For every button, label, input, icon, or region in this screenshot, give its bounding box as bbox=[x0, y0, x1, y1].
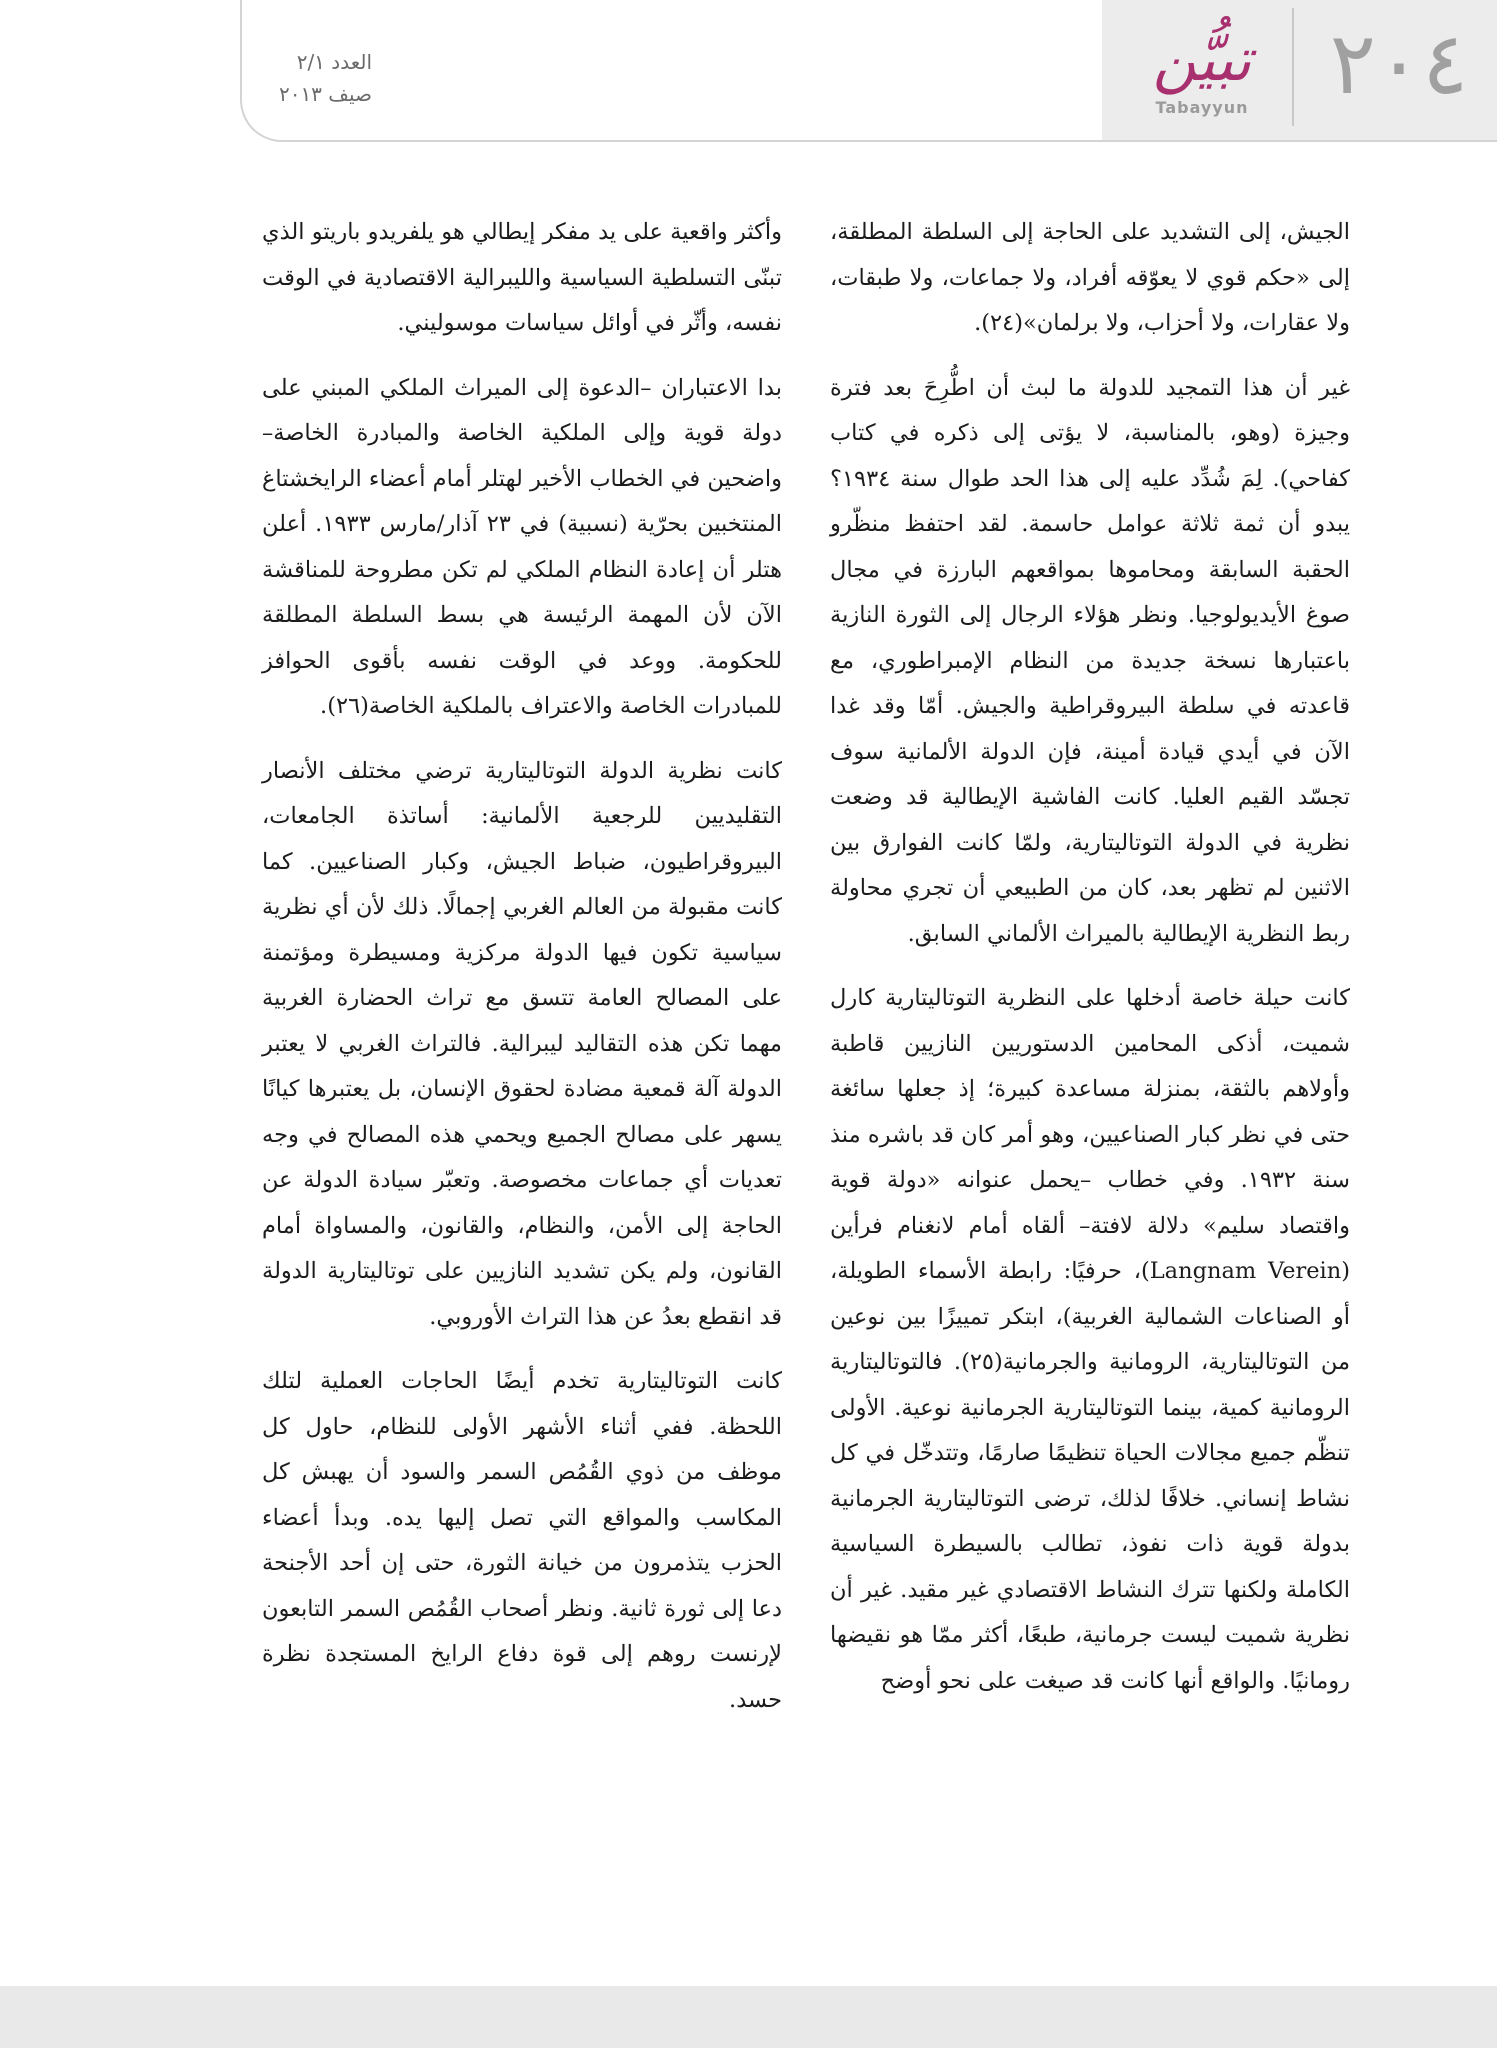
paragraph: الجيش، إلى التشديد على الحاجة إلى السلطة المطلقة، إلى «حكم قوي لا يعوّقه أفراد، ولا جماعات، ولا طبقات، ولا عقارات، ولا أحزاب، ولا برلمان»(٢٤). bbox=[830, 219, 1350, 336]
right-column bbox=[830, 210, 1350, 1723]
issue-number: العدد ٢/١ bbox=[296, 50, 372, 74]
logo-arabic-text: تبيُّن bbox=[1152, 25, 1252, 95]
page-header bbox=[240, 0, 1497, 142]
page-number: ٢٠٤ bbox=[1329, 14, 1469, 114]
footer-band bbox=[0, 1986, 1497, 2048]
left-column bbox=[262, 210, 782, 1742]
paragraph: غير أن هذا التمجيد للدولة ما لبث أن اطُّرِحَ بعد فترة وجيزة (وهو، بالمناسبة، لا يؤتى إلى ذكره في كتاب كفاحي). لِمَ شُدِّد عليه إلى هذا الحد طوال سنة ١٩٣٤؟ يبدو أن ثمة ثلاثة عوامل حاسمة. لقد احتفظ منظّرو الحقبة السابقة ومحاموها بمواقعهم البارزة في مجال صوغ الأيديولوجيا. ونظر هؤلاء الرجال إلى الثورة النازية باعتبارها نسخة جديدة من النظام الإمبراطوري، مع قاعدته في سلطة البيروقراطية والجيش. أمّا وقد غدا الآن في أيدي قيادة أمينة، فإن الدولة الألمانية سوف تجسّد القيم العليا. كانت الفاشية الإيطالية قد وضعت نظرية في الدولة التوتاليتارية، ولمّا كانت الفوارق بين الاثنين لم تظهر بعد، كان من الطبيعي أن تجري محاولة ربط النظرية الإيطالية بالميراث الألماني السابق. bbox=[830, 374, 1350, 947]
header-divider bbox=[1292, 8, 1294, 126]
paragraph: وأكثر واقعية على يد مفكر إيطالي هو يلفريدو باريتو الذي تبنّى التسلطية السياسية والليبرالية الاقتصادية في الوقت نفسه، وأثّر في أوائل سياسات موسوليني. bbox=[262, 219, 782, 336]
issue-info bbox=[262, 46, 372, 110]
logo-latin-text: Tabayyun bbox=[1155, 98, 1249, 117]
paragraph: بدا الاعتباران –الدعوة إلى الميراث الملكي المبني على دولة قوية وإلى الملكية الخاصة والمبادرة الخاصة– واضحين في الخطاب الأخير لهتلر أمام أعضاء الرايخشتاغ المنتخبين بحرّية (نسبية) في ٢٣ آذار/مارس ١٩٣٣. أعلن هتلر أن إعادة النظام الملكي لم تكن مطروحة للمناقشة الآن لأن المهمة الرئيسة هي بسط السلطة المطلقة للحكومة. ووعد في الوقت نفسه بأقوى الحوافز للمبادرات الخاصة والاعتراف بالملكية الخاصة(٢٦). bbox=[262, 374, 783, 719]
paragraph: كانت حيلة خاصة أدخلها على النظرية التوتاليتارية كارل شميت، أذكى المحامين الدستوريين النازيين قاطبة وأولاهم بالثقة، بمنزلة مساعدة كبيرة؛ إذ جعلها سائغة حتى في نظر كبار الصناعيين، وهو أمر كان قد باشره منذ سنة ١٩٣٢. وفي خطاب –يحمل عنوانه «دولة قوية واقتصاد سليم» دلالة لافتة– ألقاه أمام لانغنام فرأين (Langnam Verein)، حرفيًا: رابطة الأسماء الطويلة، أو الصناعات الشمالية الغربية)، ابتكر تمييزًا بين نوعين من التوتاليتارية، الرومانية والجرمانية(٢٥). فالتوتاليتارية الرومانية كمية، بينما التوتاليتارية الجرمانية نوعية. الأولى تنظّم جميع مجالات الحياة تنظيمًا صارمًا، وتتدخّل في كل نشاط إنساني. خلافًا لذلك، ترضى التوتاليتارية الجرمانية بدولة قوية ذات نفوذ، تطالب بالسيطرة السياسية الكاملة ولكنها تترك النشاط الاقتصادي غير مقيد. غير أن نظرية شميت ليست جرمانية، طبعًا، أكثر ممّا هو نقيضها رومانيًا. والواقع أنها كانت قد صيغت على نحو أوضح bbox=[830, 985, 1350, 1694]
paragraph: كانت نظرية الدولة التوتاليتارية ترضي مختلف الأنصار التقليديين للرجعية الألمانية: أساتذة الجامعات، البيروقراطيون، ضباط الجيش، وكبار الصناعيين. كما كانت مقبولة من العالم الغربي إجمالًا. ذلك لأن أي نظرية سياسية تكون فيها الدولة مركزية ومسيطرة ومؤتمنة على المصالح العامة تتسق مع تراث الحضارة الغربية مهما تكن هذه التقاليد ليبرالية. فالتراث الغربي لا يعتبر الدولة آلة قمعية مضادة لحقوق الإنسان، بل يعتبرها كيانًا يسهر على مصالح الجميع ويحمي هذه المصالح في وجه تعديات أي جماعات مخصوصة. وتعبّر سيادة الدولة عن الحاجة إلى الأمن، والنظام، والقانون، والمساواة أمام القانون، ولم يكن تشديد النازيين على توتاليتارية الدولة قد انقطع بعدُ عن هذا التراث الأوروبي. bbox=[262, 757, 782, 1330]
issue-season: صيف ٢٠١٣ bbox=[278, 82, 372, 106]
paragraph: كانت التوتاليتارية تخدم أيضًا الحاجات العملية لتلك اللحظة. ففي أثناء الأشهر الأولى للنظام، حاول كل موظف من ذوي القُمُص السمر والسود أن يهبش كل المكاسب والمواقع التي تصل إليها يده. وبدأ أعضاء الحزب يتذمرون من خيانة الثورة، حتى إن أحد الأجنحة دعا إلى ثورة ثانية. ونظر أصحاب القُمُص السمر التابعون لإرنست روهم إلى قوة دفاع الرايخ المستجدة نظرة حسد. bbox=[262, 1368, 782, 1713]
journal-logo bbox=[1122, 20, 1282, 130]
